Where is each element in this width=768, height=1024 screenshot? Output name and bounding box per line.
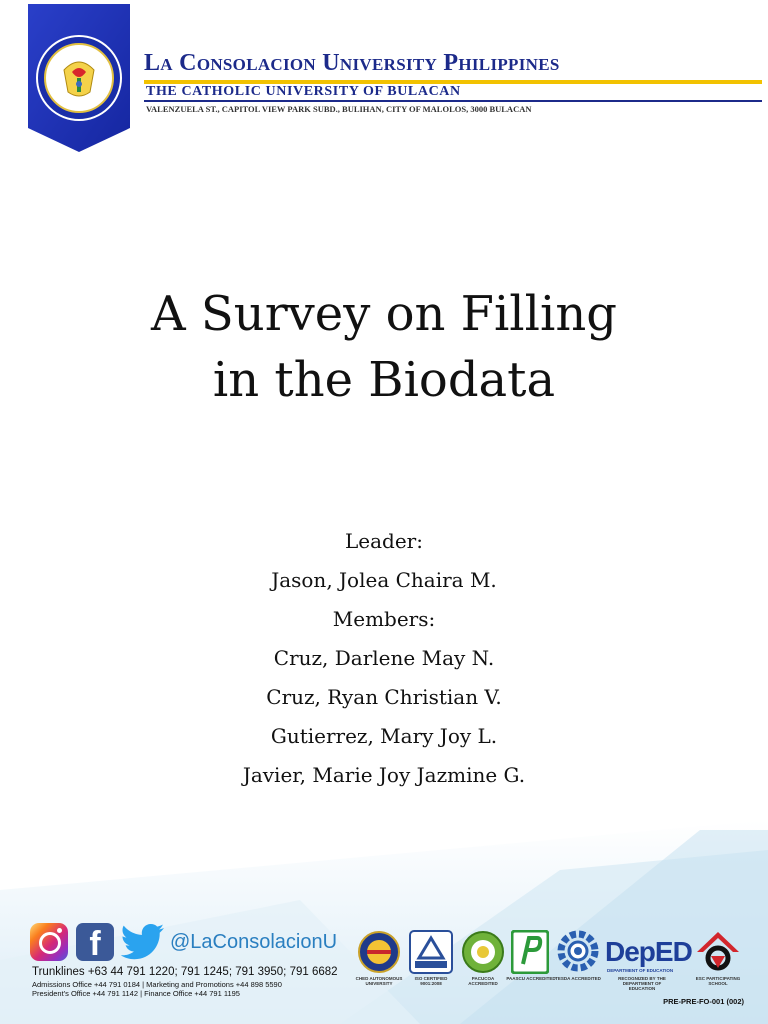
university-seal-icon (28, 4, 130, 152)
accreditation-caption: PAASCU ACCREDITED (506, 976, 556, 981)
members-label: Members: (332, 607, 436, 631)
deped-logo-icon: DepED (605, 936, 692, 967)
paascu-logo-icon (511, 930, 549, 974)
esc-house-icon (695, 930, 741, 974)
member-name: Javier, Marie Joy Jazmine G. (242, 763, 526, 787)
leader-label: Leader: (345, 529, 423, 553)
document-title-line-1: A Survey on Filling (151, 286, 617, 342)
document-title-line-2: in the Biodata (212, 352, 556, 408)
accreditation-logos (355, 930, 747, 1000)
facebook-icon[interactable]: f (76, 923, 114, 961)
group-members-block (0, 522, 768, 795)
member-name: Gutierrez, Mary Joy L. (270, 724, 498, 748)
accreditation-caption: RECOGNIZED BY THE DEPARTMENT OF EDUCATION (618, 976, 666, 991)
accreditation-caption: TESDA ACCREDITED (555, 976, 601, 981)
deped-subtext: DEPARTMENT OF EDUCATION (607, 968, 674, 973)
ched-seal-icon (357, 930, 401, 974)
leader-name: Jason, Jolea Chaira M. (271, 568, 497, 592)
tuv-certified-icon (409, 930, 453, 974)
document-code: PRE-PRE-FO-001 (002) (663, 997, 744, 1006)
accreditation-caption: CHED AUTONOMOUS UNIVERSITY (355, 976, 403, 986)
pacucoa-seal-icon (461, 930, 505, 974)
office-contacts-1: Admissions Office +44 791 0184 | Marketing and Promotions +44 898 5590 (32, 980, 282, 989)
accreditation-caption: ESC PARTICIPATING SCHOOL (695, 976, 741, 986)
header-blue-rule (144, 100, 762, 102)
accreditation-caption: ISO CERTIFIED 9001:2008 (414, 976, 448, 986)
twitter-icon[interactable] (120, 922, 166, 962)
social-handle[interactable]: @LaConsolacionU (170, 930, 338, 953)
office-contacts-2: President's Office +44 791 1142 | Finance Office +44 791 1195 (32, 989, 240, 998)
tesda-gear-icon (557, 930, 599, 972)
accreditation-caption: PACUCOA ACCREDITED (468, 976, 498, 986)
university-name: La Consolacion University Philippines (144, 50, 560, 76)
trunklines: Trunklines +63 44 791 1220; 791 1245; 791 3950; 791 6682 (32, 966, 338, 978)
social-media-row (30, 922, 337, 962)
member-name: Cruz, Darlene May N. (273, 646, 495, 670)
university-address: VALENZUELA ST., CAPITOL VIEW PARK SUBD., BULIHAN, CITY OF MALOLOS, 3000 BULACAN (146, 104, 532, 114)
member-name: Cruz, Ryan Christian V. (266, 685, 502, 709)
university-subtitle: THE CATHOLIC UNIVERSITY OF BULACAN (146, 84, 461, 99)
instagram-icon[interactable] (30, 923, 68, 961)
